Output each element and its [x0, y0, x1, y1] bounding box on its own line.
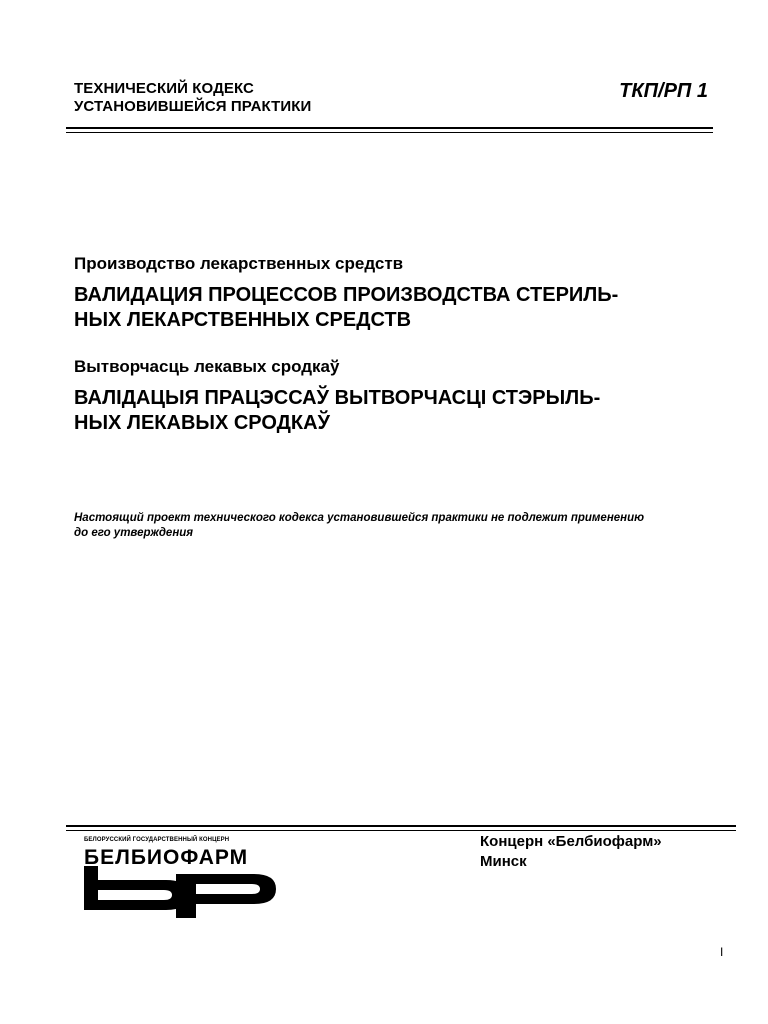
header-rule-thick [66, 127, 713, 129]
draft-note-line-1: Настоящий проект технического кодекса установившейся практики не подлежит применению [74, 512, 645, 524]
document-number: ТКП/РП 1 [619, 80, 708, 102]
title-by-line-2: НЫХ ЛЕКАВЫХ СРОДКАЎ [74, 412, 331, 434]
subtitle-ru: Производство лекарственных средств [74, 254, 404, 273]
publisher-block [480, 832, 662, 872]
title-by [74, 386, 724, 436]
title-ru-line-2: НЫХ ЛЕКАРСТВЕННЫХ СРЕДСТВ [74, 309, 412, 331]
title-ru [74, 283, 724, 333]
title-ru-line-1: ВАЛИДАЦИЯ ПРОЦЕССОВ ПРОИЗВОДСТВА СТЕРИЛЬ- [74, 284, 619, 306]
logo-name: БЕЛБИОФАРМ [84, 846, 249, 869]
publisher-city: Минск [480, 853, 527, 870]
subtitle-by: Вытворчасць лекавых сродкаў [74, 357, 340, 376]
page-number: I [720, 945, 724, 959]
belbiopharm-logo-icon [84, 866, 284, 927]
title-by-line-1: ВАЛІДАЦЫЯ ПРАЦЭССАЎ ВЫТВОРЧАСЦІ СТЭРЫЛЬ- [74, 387, 601, 409]
logo-caption: БЕЛОРУССКИЙ ГОСУДАРСТВЕННЫЙ КОНЦЕРН [84, 837, 230, 843]
draft-note-line-2: до его утверждения [74, 527, 194, 539]
code-type-line-1: ТЕХНИЧЕСКИЙ КОДЕКС [74, 80, 254, 97]
header-rule-thin [66, 132, 713, 133]
code-type-heading [74, 80, 311, 116]
publisher-name: Концерн «Белбиофарм» [480, 833, 662, 850]
footer-rule-thick [66, 825, 736, 827]
code-type-line-2: УСТАНОВИВШЕЙСЯ ПРАКТИКИ [74, 98, 312, 115]
draft-note [74, 511, 728, 541]
footer-rule-thin [66, 830, 736, 831]
